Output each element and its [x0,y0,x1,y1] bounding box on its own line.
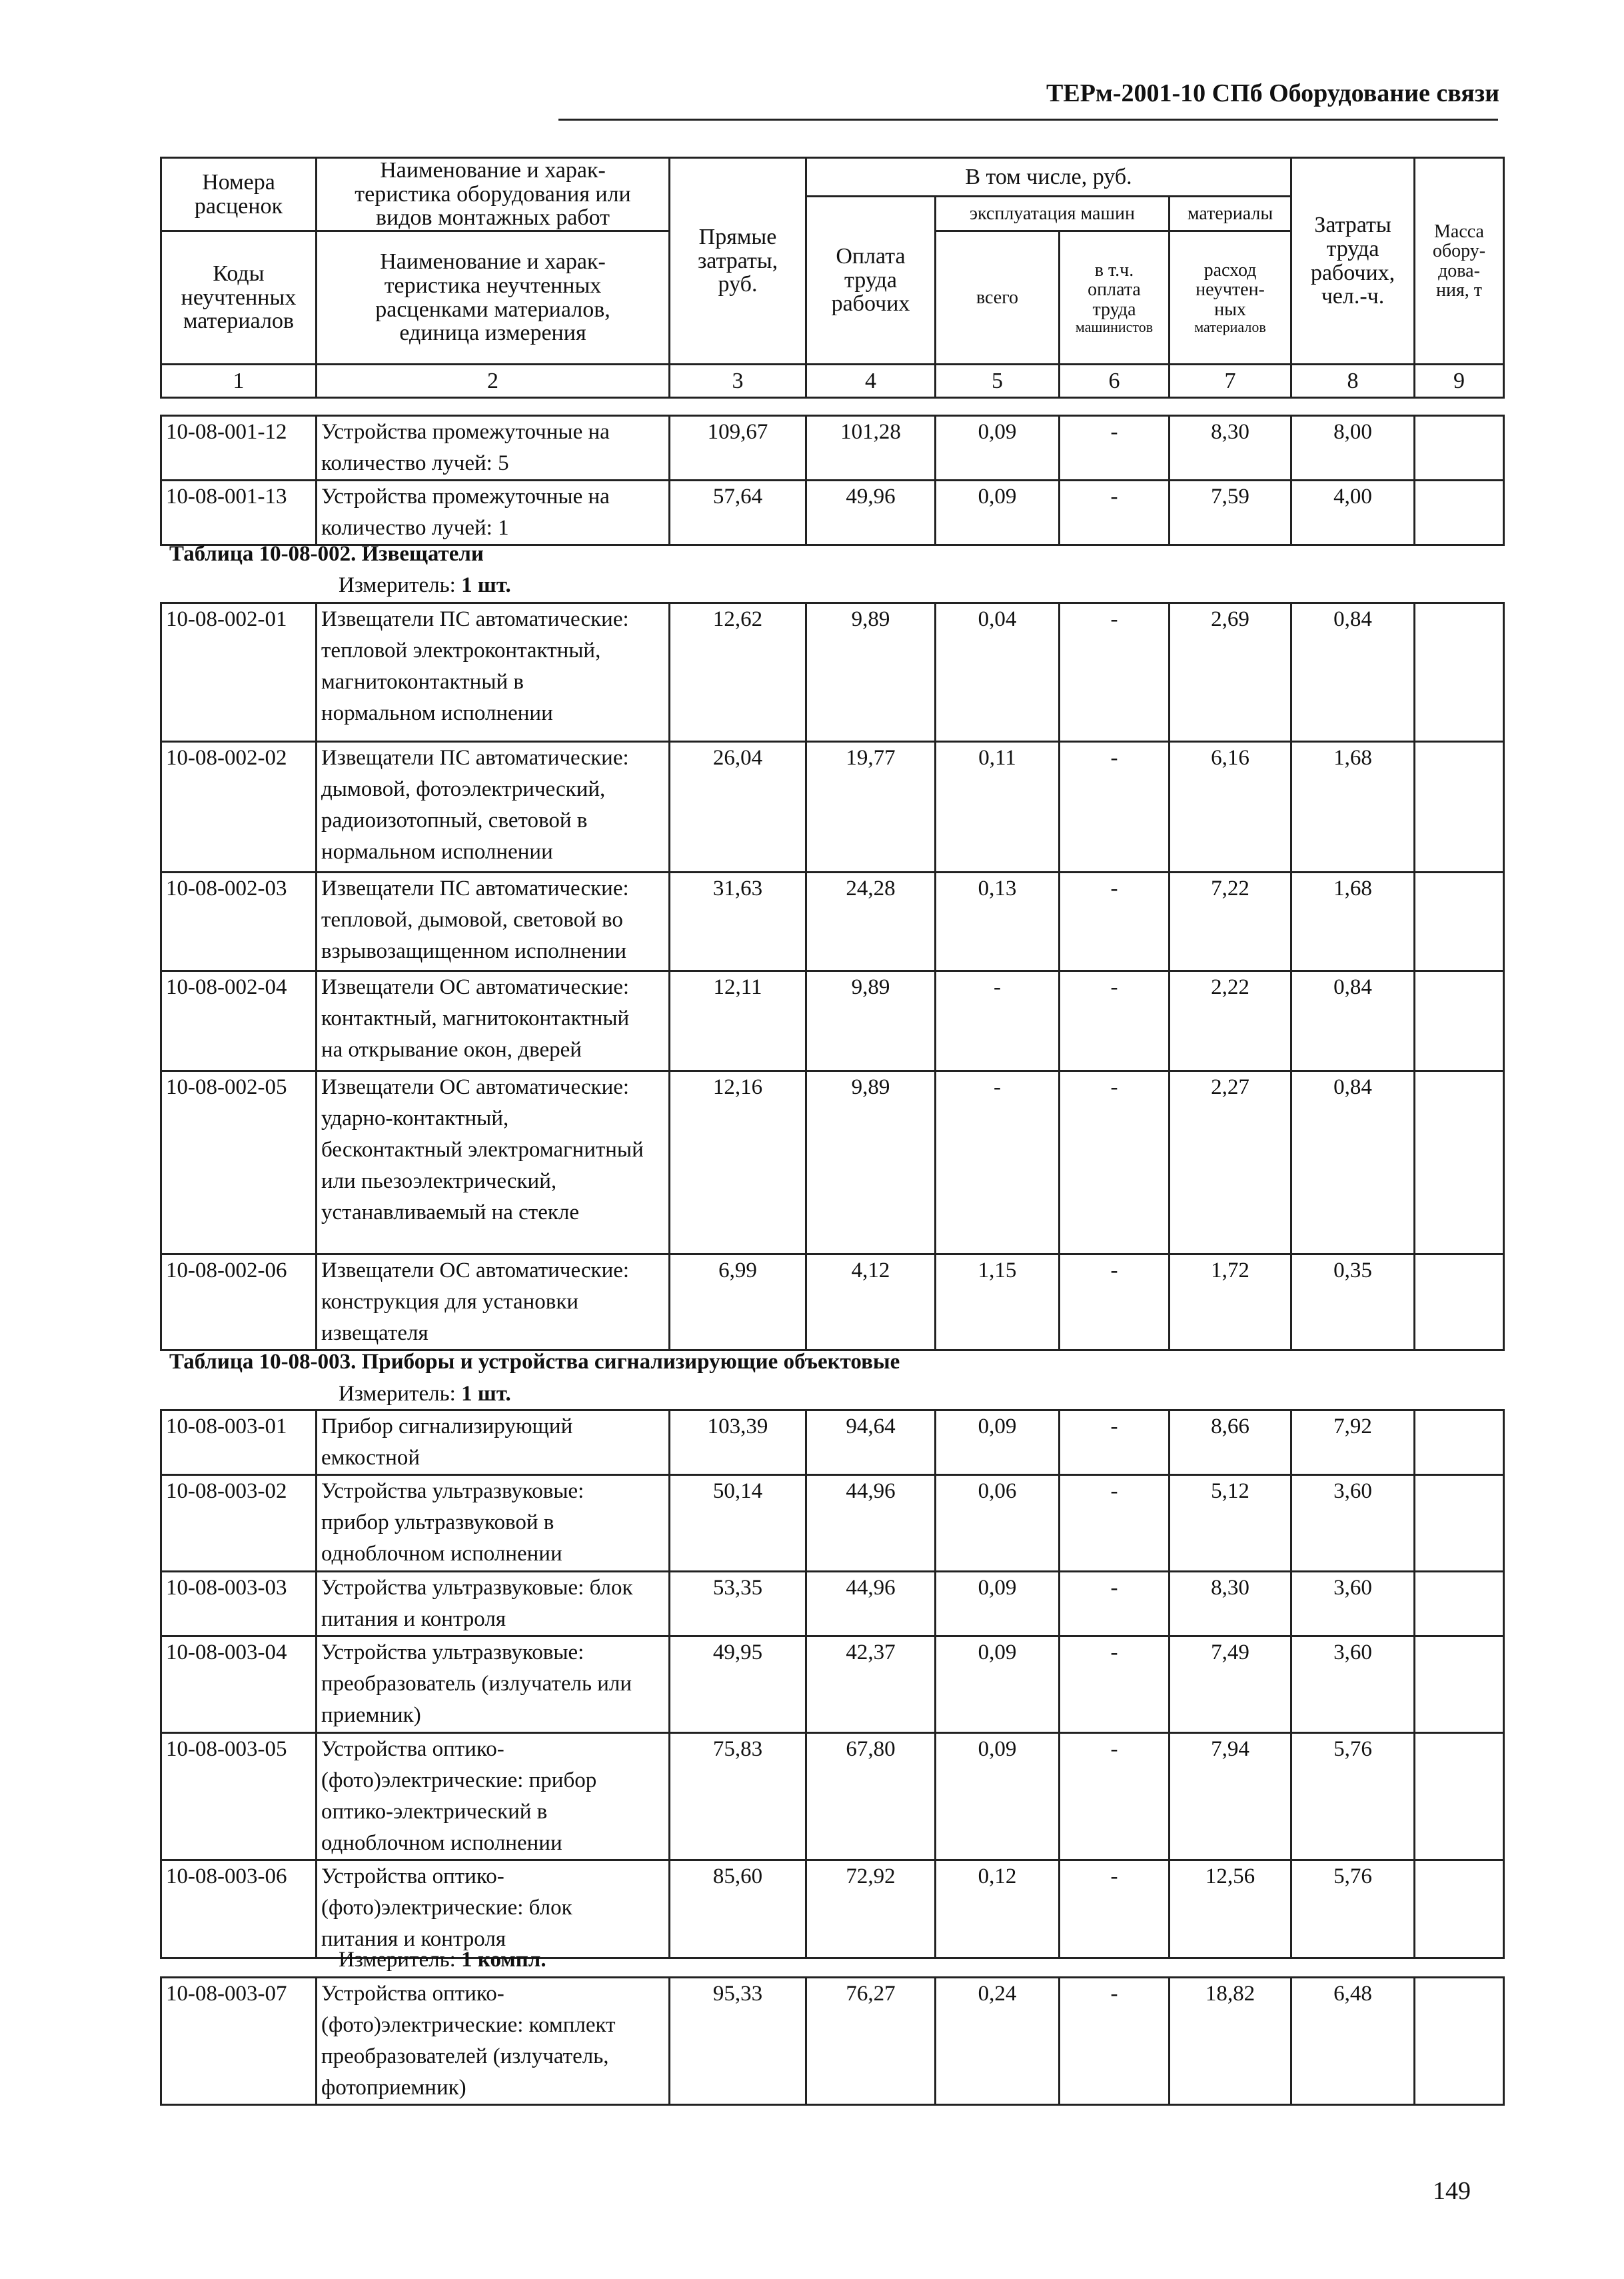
equipment-mass-cell [1415,481,1504,545]
column-header-table [160,157,1505,399]
work-name-line: приемник) [321,1703,421,1727]
direct-cost-cell: 53,35 [670,1572,806,1636]
col9-header: Масса обору- дова- ния, т [1415,158,1504,365]
rate-code-cell: 10-08-003-04 [161,1636,317,1733]
work-name-line: Извещатели ПС автоматические: [321,746,629,770]
work-name-line: на открывание окон, дверей [321,1038,582,1062]
machine-cost-cell: 0,09 [936,1636,1060,1733]
direct-cost-cell: 31,63 [670,873,806,971]
labor-pay-cell: 76,27 [806,1978,936,2105]
direct-cost-cell: 57,64 [670,481,806,545]
direct-cost-cell: 109,67 [670,416,806,481]
machinist-pay-cell: - [1060,1978,1170,2105]
machinist-pay-cell: - [1060,416,1170,481]
work-name-line: прибор ультразвуковой в [321,1510,554,1534]
work-name-line: ударно-контактный, [321,1107,509,1131]
equipment-mass-cell [1415,742,1504,873]
rate-code-cell: 10-08-001-13 [161,481,317,545]
equipment-mass-cell [1415,1978,1504,2105]
equipment-mass-cell [1415,1410,1504,1475]
work-name-line: преобразователь (излучатель или [321,1672,632,1696]
work-name-line: Устройства оптико- [321,1737,504,1761]
rate-code-cell: 10-08-002-02 [161,742,317,873]
table-row [161,971,1504,1071]
group-header: В том числе, руб. [806,158,1291,197]
materials-header: материалы [1170,197,1291,231]
work-name-line: емкостной [321,1446,420,1470]
materials-cell: 2,27 [1170,1071,1291,1254]
work-name-cell [317,1410,670,1475]
materials-cell: 8,30 [1170,1572,1291,1636]
direct-cost-cell: 103,39 [670,1410,806,1475]
materials-cell: 7,59 [1170,481,1291,545]
labor-hours-cell: 0,35 [1291,1254,1415,1350]
work-name-line: бесконтактный электромагнитный [321,1138,644,1162]
work-name-line: оптико-электрический в [321,1800,548,1824]
work-name-line: Извещатели ОС автоматические: [321,1258,630,1282]
work-name-line: тепловой, дымовой, световой во [321,908,623,932]
work-name-line: контактный, магнитоконтактный [321,1007,630,1031]
labor-pay-cell: 4,12 [806,1254,936,1350]
machine-cost-cell: 0,09 [936,1733,1060,1860]
labor-hours-cell: 3,60 [1291,1636,1415,1733]
table-caption-10-08-002: Таблица 10-08-002. Извещатели [169,542,484,566]
labor-hours-cell: 6,48 [1291,1978,1415,2105]
page-header-title: ТЕРм-2001-10 СПб Оборудование связи [1046,79,1499,107]
work-name-cell [317,1733,670,1860]
direct-cost-cell: 12,62 [670,603,806,742]
col2-header-bottom: Наименование и харак- теристика неучтенных расценками материалов, единица измерения [317,231,670,365]
data-table-10-08-002 [160,602,1505,1351]
work-name-line: извещателя [321,1321,428,1345]
materials-cell: 7,22 [1170,873,1291,971]
work-name-cell [317,1636,670,1733]
materials-cell: 2,22 [1170,971,1291,1071]
table-row [161,1636,1504,1733]
rate-code-cell: 10-08-002-04 [161,971,317,1071]
labor-hours-cell: 5,76 [1291,1733,1415,1860]
col1-header-bottom: Коды неучтенных материалов [161,231,317,365]
equipment-mass-cell [1415,1254,1504,1350]
labor-hours-cell: 7,92 [1291,1410,1415,1475]
work-name-line: питания и контроля [321,1927,506,1951]
work-name-line: радиоизотопный, световой в [321,809,588,833]
table-row [161,1733,1504,1860]
materials-cell: 2,69 [1170,603,1291,742]
machinist-pay-cell: - [1060,742,1170,873]
labor-hours-cell: 8,00 [1291,416,1415,481]
work-name-cell [317,1572,670,1636]
direct-cost-cell: 85,60 [670,1860,806,1958]
page-number: 149 [1433,2177,1471,2205]
col2-header-top: Наименование и харак- теристика оборудования или видов монтажных работ [317,158,670,231]
equipment-mass-cell [1415,873,1504,971]
direct-cost-cell: 49,95 [670,1636,806,1733]
labor-hours-cell: 0,84 [1291,603,1415,742]
col4-header: Оплата труда рабочих [806,197,936,365]
machines-header: эксплуатация машин [936,197,1170,231]
work-name-line: Прибор сигнализирующий [321,1414,573,1438]
rate-code-cell: 10-08-003-03 [161,1572,317,1636]
labor-hours-cell: 5,76 [1291,1860,1415,1958]
machinist-pay-cell: - [1060,971,1170,1071]
work-name-line: взрывозащищенном исполнении [321,939,627,963]
work-name-cell [317,873,670,971]
work-name-line: одноблочном исполнении [321,1542,562,1566]
table-caption-10-08-003: Таблица 10-08-003. Приборы и устройства сигнализирующие объектовые [169,1350,900,1374]
labor-pay-cell: 9,89 [806,603,936,742]
machinist-pay-cell: - [1060,1572,1170,1636]
table-row [161,1254,1504,1350]
col7-header: расход неучтен- ных материалов [1170,231,1291,365]
materials-cell: 7,94 [1170,1733,1291,1860]
work-name-line: (фото)электрические: прибор [321,1768,597,1792]
labor-hours-cell: 1,68 [1291,742,1415,873]
materials-cell: 8,30 [1170,416,1291,481]
direct-cost-cell: 12,11 [670,971,806,1071]
labor-pay-cell: 67,80 [806,1733,936,1860]
work-name-line: количество лучей: 1 [321,516,509,540]
work-name-line: нормальном исполнении [321,701,553,725]
machinist-pay-cell: - [1060,1071,1170,1254]
col-number: 2 [317,365,670,398]
labor-pay-cell: 44,96 [806,1475,936,1572]
direct-cost-cell: 26,04 [670,742,806,873]
materials-cell: 12,56 [1170,1860,1291,1958]
rate-code-cell: 10-08-003-01 [161,1410,317,1475]
work-name-line: Устройства ультразвуковые: [321,1479,584,1503]
machine-cost-cell: 0,09 [936,481,1060,545]
table-row [161,873,1504,971]
equipment-mass-cell [1415,1071,1504,1254]
unit-label: Измеритель: 1 шт. [339,1382,511,1406]
work-name-line: устанавливаемый на стекле [321,1200,580,1224]
machine-cost-cell: 0,13 [936,873,1060,971]
work-name-cell [317,1978,670,2105]
machine-cost-cell: - [936,1071,1060,1254]
materials-cell: 8,66 [1170,1410,1291,1475]
labor-hours-cell: 4,00 [1291,481,1415,545]
equipment-mass-cell [1415,1572,1504,1636]
table-row [161,481,1504,545]
work-name-line: Устройства оптико- [321,1864,504,1888]
work-name-line: Извещатели ПС автоматические: [321,607,629,631]
labor-hours-cell: 0,84 [1291,971,1415,1071]
machine-cost-cell: 0,12 [936,1860,1060,1958]
rate-code-cell: 10-08-003-07 [161,1978,317,2105]
work-name-line: нормальном исполнении [321,840,553,864]
table-row [161,1475,1504,1572]
rate-code-cell: 10-08-001-12 [161,416,317,481]
materials-cell: 5,12 [1170,1475,1291,1572]
col-number: 6 [1060,365,1170,398]
direct-cost-cell: 50,14 [670,1475,806,1572]
work-name-line: одноблочном исполнении [321,1831,562,1855]
work-name-line: Устройства ультразвуковые: [321,1640,584,1664]
machine-cost-cell: 1,15 [936,1254,1060,1350]
materials-cell: 18,82 [1170,1978,1291,2105]
unit-label: Измеритель: 1 шт. [339,573,511,597]
machine-cost-cell: 0,06 [936,1475,1060,1572]
work-name-cell [317,1475,670,1572]
labor-hours-cell: 3,60 [1291,1475,1415,1572]
work-name-line: дымовой, фотоэлектрический, [321,777,606,801]
work-name-line: или пьезоэлектрический, [321,1169,557,1193]
table-row [161,1410,1504,1475]
work-name-cell [317,742,670,873]
direct-cost-cell: 75,83 [670,1733,806,1860]
work-name-line: (фото)электрические: блок [321,1896,572,1920]
table-row [161,1071,1504,1254]
rate-code-cell: 10-08-003-02 [161,1475,317,1572]
machinist-pay-cell: - [1060,1636,1170,1733]
work-name-line: количество лучей: 5 [321,451,509,475]
table-row [161,1978,1504,2105]
work-name-cell [317,481,670,545]
work-name-line: Устройства ультразвуковые: блок [321,1576,633,1600]
machine-cost-cell: 0,09 [936,1410,1060,1475]
machinist-pay-cell: - [1060,1733,1170,1860]
col-number: 9 [1415,365,1504,398]
table-row [161,1572,1504,1636]
col-number: 3 [670,365,806,398]
col-number: 7 [1170,365,1291,398]
equipment-mass-cell [1415,1475,1504,1572]
col5-header: всего [936,231,1060,365]
equipment-mass-cell [1415,971,1504,1071]
labor-pay-cell: 94,64 [806,1410,936,1475]
equipment-mass-cell [1415,603,1504,742]
machinist-pay-cell: - [1060,481,1170,545]
labor-pay-cell: 44,96 [806,1572,936,1636]
work-name-line: Устройства оптико- [321,1982,504,2006]
machine-cost-cell: 0,09 [936,1572,1060,1636]
data-table-10-08-001 [160,415,1505,546]
equipment-mass-cell [1415,1733,1504,1860]
materials-cell: 6,16 [1170,742,1291,873]
equipment-mass-cell [1415,416,1504,481]
work-name-line: Извещатели ОС автоматические: [321,975,630,999]
data-table-10-08-003 [160,1409,1505,1959]
work-name-line: магнитоконтактный в [321,670,524,694]
work-name-line: Извещатели ПС автоматические: [321,877,629,901]
labor-pay-cell: 42,37 [806,1636,936,1733]
machine-cost-cell: 0,11 [936,742,1060,873]
header-rule [558,119,1498,121]
labor-pay-cell: 72,92 [806,1860,936,1958]
labor-pay-cell: 24,28 [806,873,936,971]
col-number: 1 [161,365,317,398]
direct-cost-cell: 12,16 [670,1071,806,1254]
equipment-mass-cell [1415,1636,1504,1733]
work-name-line: (фото)электрические: комплект [321,2013,616,2037]
machine-cost-cell: - [936,971,1060,1071]
work-name-cell [317,416,670,481]
col-number: 5 [936,365,1060,398]
work-name-cell [317,603,670,742]
work-name-line: фотоприемник) [321,2076,466,2100]
direct-cost-cell: 6,99 [670,1254,806,1350]
machinist-pay-cell: - [1060,1475,1170,1572]
col6-header: в т.ч. оплата труда машинистов [1060,231,1170,365]
rate-code-cell: 10-08-003-06 [161,1860,317,1958]
direct-cost-cell: 95,33 [670,1978,806,2105]
col3-header: Прямые затраты, руб. [670,158,806,365]
work-name-line: Извещатели ОС автоматические: [321,1075,630,1099]
equipment-mass-cell [1415,1860,1504,1958]
machinist-pay-cell: - [1060,873,1170,971]
machinist-pay-cell: - [1060,1860,1170,1958]
rate-code-cell: 10-08-002-03 [161,873,317,971]
labor-hours-cell: 3,60 [1291,1572,1415,1636]
col8-header: Затраты труда рабочих, чел.-ч. [1291,158,1415,365]
labor-pay-cell: 49,96 [806,481,936,545]
work-name-line: Устройства промежуточные на [321,420,610,444]
labor-pay-cell: 9,89 [806,1071,936,1254]
materials-cell: 1,72 [1170,1254,1291,1350]
machinist-pay-cell: - [1060,1254,1170,1350]
col1-header-top: Номера расценок [161,158,317,231]
machinist-pay-cell: - [1060,1410,1170,1475]
col-number: 4 [806,365,936,398]
machine-cost-cell: 0,24 [936,1978,1060,2105]
col-number: 8 [1291,365,1415,398]
work-name-line: конструкция для установки [321,1290,579,1314]
work-name-cell [317,971,670,1071]
materials-cell: 7,49 [1170,1636,1291,1733]
work-name-line: питания и контроля [321,1607,506,1631]
unit-label: Измеритель: 1 компл. [339,1948,546,1972]
table-row [161,416,1504,481]
rate-code-cell: 10-08-002-05 [161,1071,317,1254]
table-row [161,1860,1504,1958]
data-table-10-08-003-kit [160,1976,1505,2106]
labor-pay-cell: 19,77 [806,742,936,873]
work-name-line: преобразователей (излучатель, [321,2044,609,2068]
labor-hours-cell: 1,68 [1291,873,1415,971]
rate-code-cell: 10-08-003-05 [161,1733,317,1860]
rate-code-cell: 10-08-002-06 [161,1254,317,1350]
machine-cost-cell: 0,09 [936,416,1060,481]
table-row [161,603,1504,742]
machinist-pay-cell: - [1060,603,1170,742]
labor-pay-cell: 9,89 [806,971,936,1071]
labor-pay-cell: 101,28 [806,416,936,481]
work-name-line: тепловой электроконтактный, [321,639,601,663]
work-name-line: Устройства промежуточные на [321,485,610,509]
work-name-cell [317,1071,670,1254]
labor-hours-cell: 0,84 [1291,1071,1415,1254]
table-row [161,742,1504,873]
rate-code-cell: 10-08-002-01 [161,603,317,742]
work-name-cell [317,1860,670,1958]
work-name-cell [317,1254,670,1350]
machine-cost-cell: 0,04 [936,603,1060,742]
